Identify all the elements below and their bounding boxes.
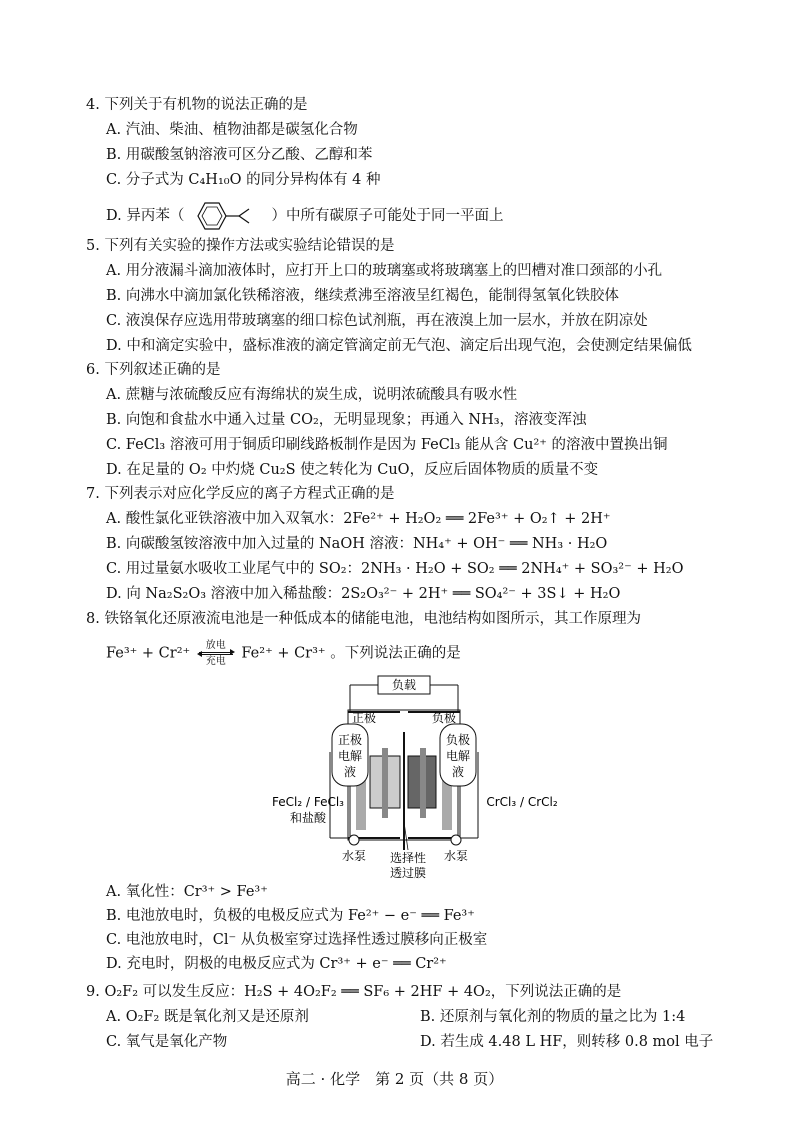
q5-stem: 5. 下列有关实验的操作方法或实验结论错误的是 — [86, 238, 395, 254]
q8-eq-right: Fe²⁺ + Cr³⁺ 。下列说法正确的是 — [241, 645, 461, 662]
q4-stem: 4. 下列关于有机物的说法正确的是 — [86, 97, 308, 113]
q6-option-c: C. FeCl₃ 溶液可用于铜质印刷线路板制作是因为 FeCl₃ 能从含 Cu²⁺ 的溶液中置换出铜 — [106, 437, 668, 453]
q6-option-a: A. 蔗糖与浓硫酸反应有海绵状的炭生成，说明浓硫酸具有吸水性 — [106, 387, 518, 403]
q8-option-d: D. 充电时，阴极的电极反应式为 Cr³⁺ + e⁻ ══ Cr²⁺ — [106, 956, 447, 972]
q4-option-a: A. 汽油、柴油、植物油都是碳氢化合物 — [106, 122, 358, 138]
left-solution-label-1: FeCl₂ / FeCl₃ — [272, 795, 344, 809]
q7-option-b: B. 向碳酸氢铵溶液中加入过量的 NaOH 溶液：NH₄⁺ + OH⁻ ══ NH₃ · H₂O — [106, 536, 608, 552]
q9-option-c: C. 氧气是氧化产物 — [106, 1034, 228, 1050]
q7-option-c: C. 用过量氨水吸收工业尾气中的 SO₂：2NH₃ · H₂O + SO₂ ══ 2NH₄⁺ + SO₃²⁻ + H₂O — [106, 561, 684, 577]
pump-right-icon — [451, 835, 461, 845]
negative-electrolyte-line-2: 电解 — [445, 749, 471, 763]
membrane-label-1: 选择性 — [389, 851, 427, 865]
page-footer: 高二 · 化学 第 2 页（共 8 页） — [285, 1070, 504, 1088]
q6-option-b: B. 向饱和食盐水中通入过量 CO₂，无明显现象；再通入 NH₃，溶液变浑浊 — [106, 412, 587, 428]
q8-eq-discharge-label: 放电 — [205, 640, 226, 651]
load-label: 负载 — [391, 678, 417, 692]
membrane-label-2: 透过膜 — [389, 866, 427, 880]
q8-eq-charge-label: 充电 — [205, 656, 226, 667]
q8-option-b: B. 电池放电时，负极的电极反应式为 Fe²⁺ − e⁻ ══ Fe³⁺ — [106, 908, 475, 924]
q4-option-d — [106, 200, 504, 232]
q9-stem: 9. O₂F₂ 可以发生反应：H₂S + 4O₂F₂ ══ SF₆ + 2HF + 4O₂，下列说法正确的是 — [86, 984, 622, 1000]
positive-electrolyte-line-3: 液 — [343, 765, 357, 779]
q5-option-a: A. 用分液漏斗滴加液体时，应打开上口的玻璃塞或将玻璃塞上的凹槽对准口颈部的小孔 — [106, 263, 663, 279]
q4-option-d-pre: D. 异丙苯（ — [106, 208, 185, 224]
q5-option-c: C. 液溴保存应选用带玻璃塞的细口棕色试剂瓶，再在液溴上加一层水，并放在阴凉处 — [106, 313, 648, 329]
negative-electrolyte-line-1: 负极 — [445, 733, 471, 747]
forward-arrow-icon — [199, 652, 233, 653]
q8-option-c: C. 电池放电时，Cl⁻ 从负极室穿过选择性透过膜移向正极室 — [106, 932, 488, 948]
left-solution-label-2: 和盐酸 — [289, 811, 327, 825]
negative-electrolyte-line-3: 液 — [451, 765, 465, 779]
q6-stem: 6. 下列叙述正确的是 — [86, 362, 221, 378]
q5-option-d: D. 中和滴定实验中，盛标准液的滴定管滴定前无气泡、滴定后出现气泡，会使测定结果偏低 — [106, 338, 692, 354]
q8-stem: 8. 铁铬氧化还原液流电池是一种低成本的储能电池，电池结构如图所示，其工作原理为 — [86, 611, 641, 627]
q7-option-a: A. 酸性氯化亚铁溶液中加入双氧水：2Fe²⁺ + H₂O₂ ══ 2Fe³⁺ + O₂↑ + 2H⁺ — [106, 511, 611, 527]
q9-option-b: B. 还原剂与氧化剂的物质的量之比为 1:4 — [420, 1009, 686, 1025]
q8-equation — [106, 640, 461, 667]
q5-option-b: B. 向沸水中滴加氯化铁稀溶液，继续煮沸至溶液呈红褐色，能制得氢氧化铁胶体 — [106, 288, 619, 304]
q7-option-d: D. 向 Na₂S₂O₃ 溶液中加入稀盐酸：2S₂O₃²⁻ + 2H⁺ ══ SO₄²⁻ + 3S↓ + H₂O — [106, 586, 621, 602]
q4-option-d-post: ）中所有碳原子可能处于同一平面上 — [271, 208, 504, 224]
positive-electrolyte-line-1: 正极 — [337, 733, 363, 747]
positive-electrolyte-line-2: 电解 — [337, 749, 363, 763]
backward-arrow-icon — [199, 654, 233, 655]
q4-option-c: C. 分子式为 C₄H₁₀O 的同分异构体有 4 种 — [106, 172, 381, 188]
q7-stem: 7. 下列表示对应化学反应的离子方程式正确的是 — [86, 486, 395, 502]
isopropylbenzene-structure-icon — [189, 200, 267, 232]
q8-reversible-arrow — [199, 640, 233, 667]
pump-right-label: 水泵 — [443, 849, 469, 863]
q9-option-a: A. O₂F₂ 既是氧化剂又是还原剂 — [106, 1009, 309, 1025]
pump-left-label: 水泵 — [341, 849, 367, 863]
pump-left-icon — [349, 835, 359, 845]
q4-option-b: B. 用碳酸氢钠溶液可区分乙酸、乙醇和苯 — [106, 147, 373, 163]
q9-option-d: D. 若生成 4.48 L HF，则转移 0.8 mol 电子 — [420, 1034, 714, 1050]
q8-option-a: A. 氧化性：Cr³⁺ > Fe³⁺ — [106, 884, 268, 900]
flow-battery-diagram — [270, 672, 570, 882]
positive-electrode-label: 正极 — [351, 711, 377, 725]
q6-option-d: D. 在足量的 O₂ 中灼烧 Cu₂S 使之转化为 CuO，反应后固体物质的质量不变 — [106, 462, 599, 478]
right-solution-label: CrCl₃ / CrCl₂ — [486, 795, 558, 809]
q8-eq-left: Fe³⁺ + Cr²⁺ — [106, 645, 191, 662]
negative-electrode-label: 负极 — [431, 711, 457, 725]
